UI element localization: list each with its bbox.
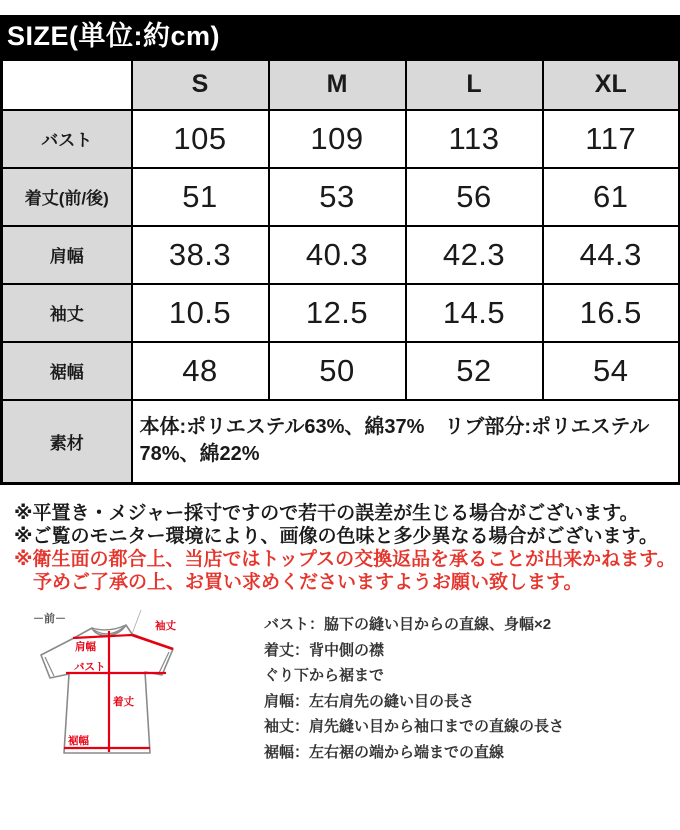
cell-value: 117 — [543, 110, 680, 168]
body-length-label: 着丈 — [113, 696, 134, 708]
table-header-row — [2, 60, 680, 110]
cell-value: 44.3 — [543, 226, 680, 284]
notes-block — [14, 502, 680, 594]
tshirt-outline — [41, 625, 173, 753]
cell-value: 61 — [543, 168, 680, 226]
cell-value: 109 — [269, 110, 406, 168]
row-label: バスト — [2, 110, 132, 168]
row-label: 着丈(前/後) — [2, 168, 132, 226]
row-label: 袖丈 — [2, 284, 132, 342]
guide-sleeve: 袖丈：肩先縫い目から袖口までの直線の長さ — [264, 718, 565, 735]
table-row-sleeve — [2, 284, 680, 342]
guide-shoulder: 肩幅：左右肩先の縫い目の長さ — [264, 692, 475, 710]
measure-section — [0, 606, 680, 776]
guide-hem: 裾幅：左右裾の端から端までの直線 — [264, 743, 505, 761]
col-header-m: M — [269, 60, 406, 110]
note-no-returns: ※衛生面の都合上、当店ではトップスの交換返品を承ることが出来かねます。 — [14, 549, 676, 570]
corner-cell — [2, 60, 132, 110]
row-label: 裾幅 — [2, 342, 132, 400]
cell-value: 53 — [269, 168, 406, 226]
row-label-material: 素材 — [2, 400, 132, 484]
row-label: 肩幅 — [2, 226, 132, 284]
col-header-s: S — [132, 60, 269, 110]
cell-value: 40.3 — [269, 226, 406, 284]
table-row-material — [2, 400, 680, 484]
col-header-l: L — [406, 60, 543, 110]
cell-value: 56 — [406, 168, 543, 226]
cell-value: 54 — [543, 342, 680, 400]
cell-value: 51 — [132, 168, 269, 226]
cell-value: 48 — [132, 342, 269, 400]
measure-guide-text — [264, 606, 564, 765]
sleeve-guideline — [132, 610, 141, 634]
guide-length-1: 着丈：背中側の襟 — [264, 641, 385, 659]
tshirt-diagram-svg — [14, 606, 264, 771]
cell-value: 113 — [406, 110, 543, 168]
cell-value: 16.5 — [543, 284, 680, 342]
note-monitor-color: ※ご覧のモニター環境により、画像の色味と多少異なる場合がございます。 — [14, 526, 658, 547]
cell-value: 52 — [406, 342, 543, 400]
col-header-xl: XL — [543, 60, 680, 110]
cell-value: 12.5 — [269, 284, 406, 342]
shoulder-width-label: 肩幅 — [75, 641, 96, 653]
cell-value: 38.3 — [132, 226, 269, 284]
cell-value: 42.3 — [406, 226, 543, 284]
guide-bust: バスト：脇下の縫い目からの直線、身幅×2 — [264, 616, 552, 633]
hem-width-label: 裾幅 — [68, 735, 89, 747]
table-row-hem — [2, 342, 680, 400]
cell-value: 50 — [269, 342, 406, 400]
cell-value: 105 — [132, 110, 269, 168]
guide-length-2: ぐり下から裾まで — [264, 667, 385, 684]
bust-label: バスト — [74, 661, 106, 673]
note-measurement-tolerance: ※平置き・メジャー採寸ですので若干の誤差が生じる場合がございます。 — [14, 503, 639, 524]
sleeve-length-label: 袖丈 — [155, 620, 176, 632]
table-row-shoulder — [2, 226, 680, 284]
shirt-measure-diagram — [0, 606, 264, 776]
material-value: 本体:ポリエステル63%、綿37% リブ部分:ポリエステル78%、綿22% — [132, 400, 680, 484]
note-please-understand: 予めご了承の上、お買い求めくださいますようお願い致します。 — [14, 572, 583, 593]
cell-value: 14.5 — [406, 284, 543, 342]
table-row-length — [2, 168, 680, 226]
size-table — [0, 58, 680, 485]
size-chart-title: SIZE(単位:約cm) — [0, 15, 680, 58]
cell-value: 10.5 — [132, 284, 269, 342]
table-row-bust — [2, 110, 680, 168]
size-chart-page — [0, 15, 680, 830]
front-side-label: －前－ — [33, 613, 66, 625]
